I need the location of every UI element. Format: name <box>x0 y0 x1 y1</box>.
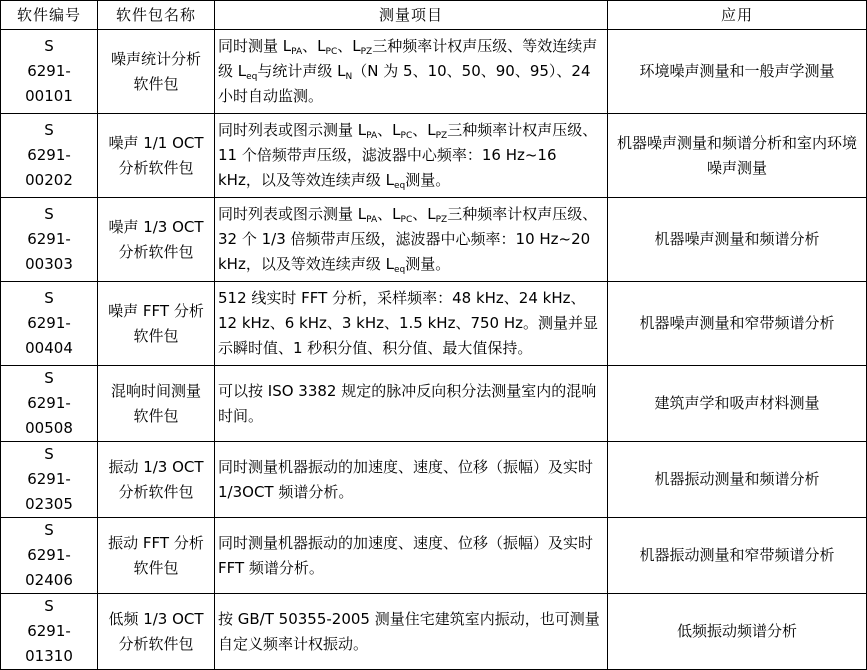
package-name-line: 分析软件包 <box>118 158 194 177</box>
package-name-line: 混响时间测量 <box>110 381 201 400</box>
software-id-line: 6291-01310 <box>25 622 73 665</box>
package-name-cell <box>98 594 215 670</box>
package-name-line: 软件包 <box>133 406 179 425</box>
item-text: 同时测量机器振动的加速度、速度、位移（振幅）及实时 FFT 频谱分析。 <box>218 533 594 577</box>
item-text: 、L <box>412 121 436 139</box>
package-name-cell <box>98 518 215 594</box>
subscript: N <box>345 72 353 82</box>
package-name-line: 分析软件包 <box>118 242 194 261</box>
subscript: PC <box>325 47 338 57</box>
subscript: PZ <box>435 215 448 225</box>
header-software-id: 软件编号 <box>1 1 98 30</box>
item-text: 可以按 ISO 3382 规定的脉冲反向积分法测量室内的混响时间。 <box>218 381 597 425</box>
software-id-line: S <box>44 37 54 55</box>
item-text: 512 线实时 FFT 分析，采样频率：48 kHz、24 kHz、12 kHz、6 kHz、3 kHz、1.5 kHz、750 Hz。测量并显示瞬时值、1 秒积分值、积分值、最大值保持。 <box>218 289 599 357</box>
package-name-line: 低频 1/3 OCT <box>108 609 204 628</box>
item-text: 、L <box>412 205 436 223</box>
software-id-cell <box>1 30 98 114</box>
software-id-cell <box>1 594 98 670</box>
software-id-line: 6291-00101 <box>25 62 73 105</box>
item-text: 同时列表或图示测量 L <box>218 121 367 139</box>
table-body <box>1 30 867 670</box>
package-name-line: 软件包 <box>133 326 179 345</box>
software-id-line: 6291-00404 <box>25 314 73 357</box>
software-id-cell <box>1 366 98 442</box>
software-id-line: S <box>44 597 54 615</box>
measurement-item-cell <box>215 518 608 594</box>
software-id-line: 6291-02406 <box>25 546 73 589</box>
item-text: 测量。 <box>405 255 451 273</box>
subscript: eq <box>393 265 406 275</box>
package-name-cell <box>98 366 215 442</box>
application-cell: 机器振动测量和频谱分析 <box>608 442 867 518</box>
software-id-cell <box>1 442 98 518</box>
software-id-line: S <box>44 369 54 387</box>
subscript: PC <box>400 131 413 141</box>
application-cell: 低频振动频谱分析 <box>608 594 867 670</box>
package-name-cell <box>98 114 215 198</box>
subscript: eq <box>246 72 258 82</box>
item-text: 、L <box>377 205 401 223</box>
table-row <box>1 442 867 518</box>
measurement-item-cell <box>215 30 608 114</box>
item-text: 同时列表或图示测量 L <box>218 205 367 223</box>
item-text: 与统计声级 L <box>257 62 346 80</box>
application-cell: 机器噪声测量和频谱分析和室内环境噪声测量 <box>608 114 867 198</box>
table-row <box>1 114 867 198</box>
item-text: 同时测量 L <box>218 37 292 55</box>
application-cell: 建筑声学和吸声材料测量 <box>608 366 867 442</box>
package-name-cell <box>98 198 215 282</box>
package-name-line: 分析软件包 <box>118 482 194 501</box>
item-text: 按 GB/T 50355-2005 测量住宅建筑室内振动，也可测量自定义频率计权振动。 <box>218 609 600 653</box>
item-text: 三种频率计权声压级、等效连续声级 L <box>218 37 598 80</box>
software-id-cell <box>1 114 98 198</box>
software-id-line: 6291-00508 <box>25 394 73 437</box>
measurement-item-cell <box>215 442 608 518</box>
table-row <box>1 198 867 282</box>
software-id-line: S <box>44 289 54 307</box>
application-cell: 机器噪声测量和窄带频谱分析 <box>608 282 867 366</box>
header-measurement-items: 测量项目 <box>215 1 608 30</box>
software-id-cell <box>1 282 98 366</box>
table-row <box>1 518 867 594</box>
software-id-line: 6291-00303 <box>25 230 73 273</box>
subscript: PA <box>366 215 378 225</box>
item-text: （N 为 5、10、50、90、95）、24 小时自动监测。 <box>218 62 591 105</box>
software-id-cell <box>1 518 98 594</box>
package-name-line: 噪声 1/1 OCT <box>108 133 204 152</box>
table-row <box>1 366 867 442</box>
measurement-item-cell <box>215 594 608 670</box>
item-text: 同时测量机器振动的加速度、速度、位移（振幅）及实时 1/3OCT 频谱分析。 <box>218 457 594 501</box>
subscript: PZ <box>435 131 448 141</box>
table-row <box>1 594 867 670</box>
package-name-cell <box>98 282 215 366</box>
table-row <box>1 282 867 366</box>
header-application: 应用 <box>608 1 867 30</box>
item-text: 、L <box>302 37 326 55</box>
subscript: eq <box>393 181 406 191</box>
subscript: PA <box>366 131 378 141</box>
measurement-item-cell <box>215 282 608 366</box>
package-name-line: 分析软件包 <box>118 634 194 653</box>
subscript: PA <box>291 47 303 57</box>
package-name-cell <box>98 30 215 114</box>
software-id-line: S <box>44 121 54 139</box>
table-row <box>1 30 867 114</box>
measurement-item-cell <box>215 114 608 198</box>
item-text: 三种频率计权声压级、32 个 1/3 倍频带声压级，滤波器中心频率：10 Hz~20 kHz，以及等效连续声级 L <box>218 205 598 273</box>
software-id-line: S <box>44 205 54 223</box>
item-text: 三种频率计权声压级、11 个倍频带声压级，滤波器中心频率：16 Hz~16 kHz，以及等效连续声级 L <box>218 121 598 189</box>
application-cell: 环境噪声测量和一般声学测量 <box>608 30 867 114</box>
package-name-line: 噪声 1/3 OCT <box>108 217 204 236</box>
package-name-cell <box>98 442 215 518</box>
software-id-line: S <box>44 445 54 463</box>
package-name-line: 软件包 <box>133 558 179 577</box>
package-name-line: 振动 FFT 分析 <box>108 533 204 552</box>
header-package-name: 软件包名称 <box>98 1 215 30</box>
package-name-line: 振动 1/3 OCT <box>108 457 204 476</box>
package-name-line: 软件包 <box>133 74 179 93</box>
subscript: PZ <box>360 47 373 57</box>
item-text: 测量。 <box>405 171 451 189</box>
measurement-item-cell <box>215 366 608 442</box>
subscript: PC <box>400 215 413 225</box>
software-id-line: 6291-00202 <box>25 146 73 189</box>
item-text: 、L <box>377 121 401 139</box>
application-cell: 机器噪声测量和频谱分析 <box>608 198 867 282</box>
item-text: 、L <box>337 37 361 55</box>
application-cell: 机器振动测量和窄带频谱分析 <box>608 518 867 594</box>
package-name-line: 噪声统计分析 <box>110 49 201 68</box>
software-id-line: 6291-02305 <box>25 470 73 513</box>
software-id-cell <box>1 198 98 282</box>
measurement-item-cell <box>215 198 608 282</box>
package-name-line: 噪声 FFT 分析 <box>108 301 204 320</box>
software-id-line: S <box>44 521 54 539</box>
table-header-row <box>1 1 867 30</box>
